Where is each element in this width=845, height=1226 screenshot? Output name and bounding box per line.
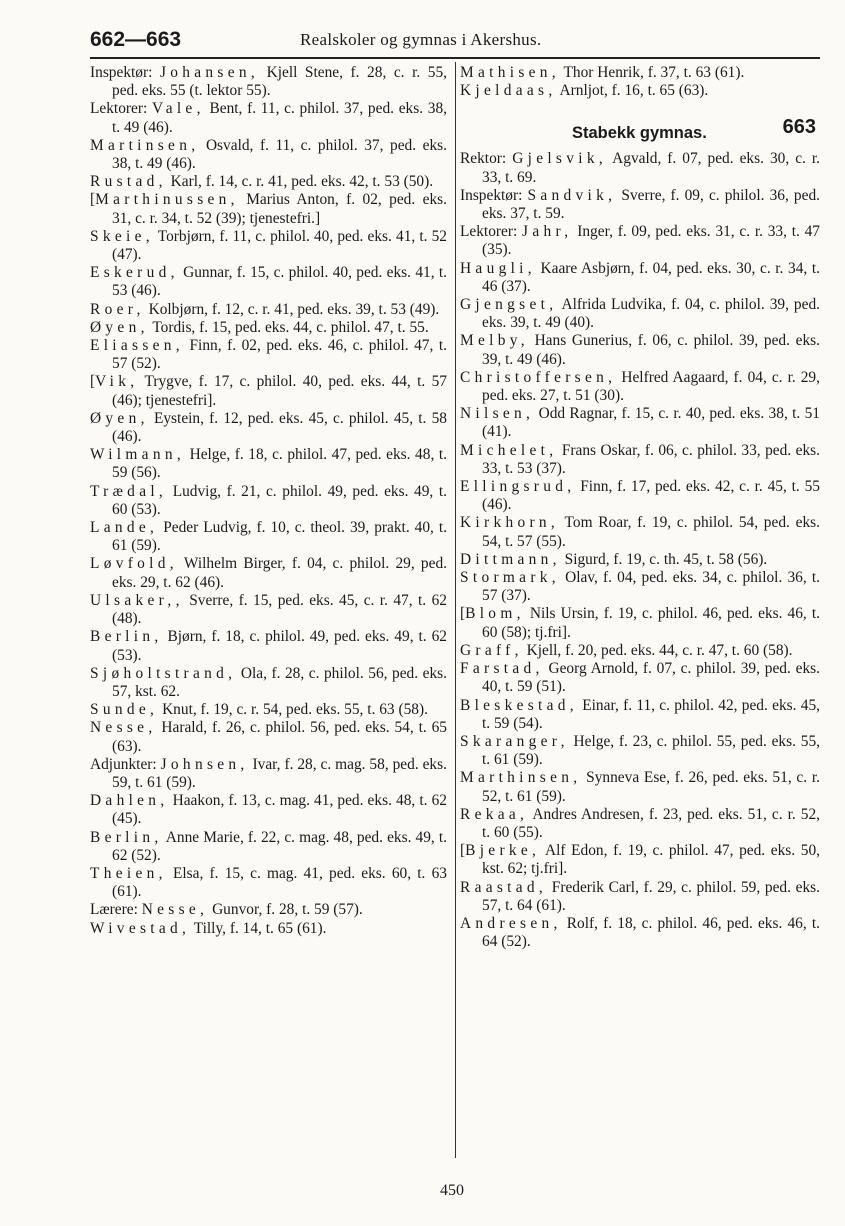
staff-surname: Bleskestad, bbox=[460, 696, 578, 714]
staff-surname: Graff, bbox=[460, 641, 523, 659]
staff-entry bbox=[460, 223, 820, 259]
staff-surname: Johansen, bbox=[159, 64, 260, 81]
running-header bbox=[90, 28, 820, 58]
staff-surname: Trædal, bbox=[90, 482, 168, 500]
staff-entry bbox=[460, 697, 820, 733]
staff-details: Marius Anton, f. 02, ped. eks. 31, c. r. 34, t. 52 (39); tjenestefri.] bbox=[112, 191, 447, 227]
staff-details: Frans Oskar, f. 06, c. philol. 33, ped. eks. 33, t. 53 (37). bbox=[482, 441, 820, 477]
staff-surname: Kirkhorn, bbox=[460, 514, 560, 532]
staff-surname: Mathisen, bbox=[460, 64, 560, 81]
staff-surname: Nesse, bbox=[141, 901, 209, 919]
staff-details: Hans Gunerius, f. 06, c. philol. 39, ped. eks. 39, t. 49 (46). bbox=[482, 332, 820, 368]
staff-entry bbox=[90, 264, 447, 300]
staff-entry bbox=[90, 483, 447, 519]
staff-surname: Rekaa, bbox=[460, 805, 529, 823]
staff-entry bbox=[90, 191, 447, 227]
staff-entry bbox=[460, 915, 820, 951]
staff-surname: Roer, bbox=[90, 300, 145, 318]
staff-entry bbox=[90, 319, 447, 337]
staff-entry bbox=[90, 901, 447, 919]
staff-surname: Berlin, bbox=[90, 628, 163, 646]
staff-entry bbox=[460, 260, 820, 296]
staff-details: Kolbjørn, f. 12, c. r. 41, ped. eks. 39, t. 53 (49). bbox=[148, 300, 440, 318]
staff-entry bbox=[460, 369, 820, 405]
staff-details: Andres Andresen, f. 23, ped. eks. 51, c. r. 52, t. 60 (55). bbox=[482, 805, 820, 841]
staff-entry bbox=[460, 478, 820, 514]
staff-details: Helfred Aagaard, f. 04, c. r. 29, ped. eks. 27, t. 51 (30). bbox=[482, 368, 820, 405]
staff-entry bbox=[90, 865, 447, 901]
staff-details: Bjørn, f. 18, c. philol. 49, ped. eks. 49, t. 62 (53). bbox=[112, 628, 447, 664]
staff-entry bbox=[460, 64, 820, 82]
right-column bbox=[460, 64, 820, 951]
staff-entry bbox=[90, 628, 447, 664]
staff-entry bbox=[90, 792, 447, 828]
staff-surname: Stormark, bbox=[460, 569, 560, 587]
staff-details: Kaare Asbjørn, f. 04, ped. eks. 30, c. r. 34, t. 46 (37). bbox=[482, 259, 820, 295]
staff-entry bbox=[90, 665, 447, 701]
section-title: Stabekk gymnas. bbox=[572, 124, 707, 143]
staff-surname: Haugli, bbox=[460, 259, 536, 277]
staff-role: Inspektør: bbox=[460, 186, 523, 204]
staff-entry bbox=[460, 733, 820, 769]
entry-bracket: [ bbox=[90, 373, 96, 391]
staff-surname: Lande, bbox=[90, 519, 159, 537]
staff-details: Finn, f. 17, ped. eks. 42, c. r. 45, t. 55 (46). bbox=[482, 478, 820, 514]
staff-details: Karl, f. 14, c. r. 41, ped. eks. 42, t. 53 (50). bbox=[170, 173, 434, 191]
staff-details: Anne Marie, f. 22, c. mag. 48, ped. eks. 49, t. 62 (52). bbox=[112, 828, 448, 864]
page-folio: 450 bbox=[440, 1182, 464, 1199]
staff-details: Tilly, f. 14, t. 65 (61). bbox=[193, 919, 327, 937]
staff-surname: Dahlen, bbox=[90, 792, 169, 810]
staff-details: Georg Arnold, f. 07, c. philol. 39, ped. eks. 40, t. 59 (51). bbox=[482, 660, 820, 696]
staff-surname: Raastad, bbox=[460, 878, 548, 896]
entry-bracket: [ bbox=[90, 191, 96, 209]
staff-entry bbox=[90, 373, 447, 409]
staff-entry bbox=[90, 64, 447, 100]
header-rule bbox=[90, 57, 820, 59]
staff-surname: Nilsen, bbox=[460, 405, 535, 423]
staff-surname: Dittmann, bbox=[460, 550, 561, 568]
staff-entry bbox=[460, 551, 820, 569]
staff-entry bbox=[90, 829, 447, 865]
staff-role: Lektorer: bbox=[460, 223, 518, 241]
staff-surname: Theien, bbox=[90, 864, 167, 882]
staff-details: Osvald, f. 11, c. philol. 37, ped. eks. 38, t. 49 (46). bbox=[112, 136, 447, 173]
staff-entry bbox=[460, 660, 820, 696]
staff-entry bbox=[460, 442, 820, 478]
staff-surname: Berlin, bbox=[90, 828, 163, 846]
staff-entry bbox=[460, 296, 820, 332]
staff-details: Wilhelm Birger, f. 04, c. philol. 29, ped. eks. 29, t. 62 (46). bbox=[112, 555, 447, 591]
staff-surname: Wilmann, bbox=[90, 446, 185, 464]
staff-surname: Vik, bbox=[95, 373, 139, 391]
staff-details: Harald, f. 26, c. philol. 56, ped. eks. 54, t. 65 (63). bbox=[112, 719, 447, 755]
staff-details: Peder Ludvig, f. 10, c. theol. 39, prakt. 40, t. 61 (59). bbox=[112, 519, 447, 555]
staff-surname: Skaranger, bbox=[460, 732, 569, 750]
staff-details: Rolf, f. 18, c. philol. 46, ped. eks. 46, t. 64 (52). bbox=[482, 914, 820, 951]
staff-surname: Martinsen, bbox=[90, 136, 200, 154]
staff-entry bbox=[90, 137, 447, 173]
staff-entry bbox=[460, 187, 820, 223]
staff-surname: Wivestad, bbox=[90, 919, 191, 937]
staff-details: Einar, f. 11, c. philol. 42, ped. eks. 45, t. 59 (54). bbox=[482, 696, 820, 732]
staff-entry bbox=[460, 842, 820, 878]
staff-surname: Andresen, bbox=[460, 914, 562, 932]
staff-entry bbox=[90, 301, 447, 319]
staff-surname: Rustad, bbox=[90, 173, 167, 191]
left-column bbox=[90, 64, 447, 938]
staff-surname: Bjerke, bbox=[465, 842, 541, 860]
staff-details: Sverre, f. 15, ped. eks. 45, c. r. 47, t. 62 (48). bbox=[112, 591, 447, 628]
staff-surname: Øyen, bbox=[90, 318, 149, 336]
staff-details: Alf Edon, f. 19, c. philol. 47, ped. eks. 50, kst. 62; tj.fri]. bbox=[482, 842, 820, 878]
staff-details: Odd Ragnar, f. 15, c. r. 40, ped. eks. 38, t. 51 (41). bbox=[482, 405, 820, 441]
staff-surname: Marthinsen, bbox=[460, 769, 582, 787]
staff-details: Sigurd, f. 19, c. th. 45, t. 58 (56). bbox=[564, 550, 768, 568]
right-column-entries bbox=[460, 150, 820, 951]
staff-details: Gunnar, f. 15, c. philol. 40, ped. eks. 41, t. 53 (46). bbox=[112, 264, 448, 300]
staff-details: Olav, f. 04, ped. eks. 34, c. philol. 36, t. 57 (37). bbox=[482, 569, 820, 605]
staff-surname: Melby, bbox=[460, 332, 529, 350]
staff-details: Arnljot, f. 16, t. 65 (63). bbox=[559, 82, 709, 100]
page-numbers: 662—663 bbox=[90, 28, 182, 51]
staff-details: Finn, f. 02, ped. eks. 46, c. philol. 47, t. 57 (52). bbox=[112, 337, 447, 373]
staff-entry bbox=[90, 446, 447, 482]
staff-role: Adjunkter: bbox=[90, 755, 157, 773]
staff-details: Agvald, f. 07, ped. eks. 30, c. r. 33, t. 69. bbox=[482, 150, 820, 186]
staff-surname: Michelet, bbox=[460, 441, 558, 459]
staff-details: Nils Ursin, f. 19, c. philol. 46, ped. eks. 46, t. 60 (58); tj.fri]. bbox=[482, 605, 820, 641]
staff-entry bbox=[460, 514, 820, 550]
staff-details: Ludvig, f. 21, c. philol. 49, ped. eks. 49, t. 60 (53). bbox=[112, 482, 447, 518]
staff-entry bbox=[460, 82, 820, 100]
section-heading bbox=[460, 118, 820, 148]
column-divider bbox=[455, 62, 456, 1158]
staff-entry bbox=[460, 879, 820, 915]
staff-details: Knut, f. 19, c. r. 54, ped. eks. 55, t. 63 (58). bbox=[162, 701, 428, 719]
staff-entry bbox=[460, 332, 820, 368]
staff-role: Inspektør: bbox=[90, 64, 153, 81]
staff-entry bbox=[460, 150, 820, 186]
staff-role: Lærere: bbox=[90, 901, 138, 919]
staff-entry bbox=[460, 605, 820, 641]
staff-details: Ivar, f. 28, c. mag. 58, ped. eks. 59, t. 61 (59). bbox=[112, 755, 447, 791]
staff-surname: Kjeldaas, bbox=[460, 82, 557, 100]
staff-details: Haakon, f. 13, c. mag. 41, ped. eks. 48, t. 62 (45). bbox=[112, 792, 447, 828]
staff-details: Trygve, f. 17, c. philol. 40, ped. eks. 44, t. 57 (46); tjenestefri]. bbox=[112, 373, 447, 409]
staff-surname: Sunde, bbox=[90, 701, 159, 719]
staff-entry bbox=[460, 405, 820, 441]
staff-surname: Jahr, bbox=[522, 223, 573, 241]
staff-details: Helge, f. 23, c. philol. 55, ped. eks. 55, t. 61 (59). bbox=[482, 732, 820, 769]
staff-entry bbox=[90, 555, 447, 591]
staff-surname: Nesse, bbox=[90, 719, 157, 737]
staff-surname: Vale, bbox=[151, 100, 205, 118]
staff-surname: Øyen, bbox=[90, 409, 149, 427]
entry-bracket: [ bbox=[460, 605, 466, 623]
staff-role: Lektorer: bbox=[90, 100, 148, 118]
staff-details: Alfrida Ludvika, f. 04, c. philol. 39, ped. eks. 39, t. 49 (40). bbox=[482, 296, 820, 332]
staff-details: Thor Henrik, f. 37, t. 63 (61). bbox=[563, 64, 745, 81]
staff-surname: Eliassen, bbox=[90, 337, 184, 355]
staff-details: Torbjørn, f. 11, c. philol. 40, ped. eks. 41, t. 52 (47). bbox=[112, 227, 447, 264]
staff-details: Kjell Stene, f. 28, c. r. 55, ped. eks. 55 (t. lektor 55). bbox=[112, 64, 447, 100]
staff-surname: Gjengset, bbox=[460, 296, 558, 314]
section-number: 663 bbox=[782, 116, 816, 139]
staff-details: Eystein, f. 12, ped. eks. 45, c. philol. 45, t. 58 (46). bbox=[112, 409, 447, 446]
staff-entry bbox=[460, 642, 820, 660]
staff-surname: Ulsaker,, bbox=[90, 591, 184, 609]
staff-role: Rektor: bbox=[460, 150, 507, 168]
entry-bracket: [ bbox=[460, 842, 466, 860]
staff-surname: Sandvik, bbox=[527, 186, 617, 204]
staff-details: Synneva Ese, f. 26, ped. eks. 51, c. r. 52, t. 61 (59). bbox=[482, 769, 820, 805]
running-title: Realskoler og gymnas i Akershus. bbox=[300, 30, 542, 49]
staff-surname: Løvfold, bbox=[90, 555, 178, 573]
staff-entry bbox=[90, 410, 447, 446]
staff-surname: Gjelsvik, bbox=[512, 150, 607, 168]
staff-details: Tom Roar, f. 19, c. philol. 54, ped. eks. 54, t. 57 (55). bbox=[482, 514, 820, 550]
staff-entry bbox=[90, 592, 447, 628]
staff-details: Ola, f. 28, c. philol. 56, ped. eks. 57, kst. 62. bbox=[112, 664, 447, 700]
staff-surname: Skeie, bbox=[90, 227, 154, 245]
staff-entry bbox=[90, 920, 447, 938]
staff-surname: Farstad, bbox=[460, 660, 544, 678]
staff-entry bbox=[90, 173, 447, 191]
staff-entry bbox=[90, 701, 447, 719]
staff-surname: Eskerud, bbox=[90, 264, 179, 282]
staff-entry bbox=[90, 719, 447, 755]
staff-details: Sverre, f. 09, c. philol. 36, ped. eks. 37, t. 59. bbox=[482, 186, 820, 223]
right-column-continuation bbox=[460, 64, 820, 100]
staff-entry bbox=[90, 337, 447, 373]
staff-details: Kjell, f. 20, ped. eks. 44, c. r. 47, t. 60 (58). bbox=[526, 641, 793, 659]
staff-details: Bent, f. 11, c. philol. 37, ped. eks. 38, t. 49 (46). bbox=[112, 100, 448, 136]
staff-surname: Christoffersen, bbox=[460, 368, 617, 386]
staff-entry bbox=[460, 769, 820, 805]
staff-entry bbox=[460, 569, 820, 605]
staff-details: Helge, f. 18, c. philol. 47, ped. eks. 48, t. 59 (56). bbox=[112, 446, 447, 482]
staff-surname: Blom, bbox=[465, 605, 525, 623]
staff-surname: Ellingsrud, bbox=[460, 478, 576, 496]
staff-entry bbox=[90, 228, 447, 264]
staff-details: Elsa, f. 15, c. mag. 41, ped. eks. 60, t. 63 (61). bbox=[112, 864, 447, 901]
staff-details: Gunvor, f. 28, t. 59 (57). bbox=[212, 901, 363, 919]
staff-entry bbox=[90, 756, 447, 792]
staff-entry bbox=[90, 100, 447, 136]
staff-surname: Marthinussen, bbox=[95, 191, 239, 209]
staff-details: Inger, f. 09, ped. eks. 31, c. r. 33, t. 47 (35). bbox=[482, 223, 820, 259]
staff-surname: Sjøholtstrand, bbox=[90, 664, 237, 682]
staff-entry bbox=[90, 519, 447, 555]
staff-entry bbox=[460, 806, 820, 842]
staff-details: Tordis, f. 15, ped. eks. 44, c. philol. 47, t. 55. bbox=[152, 318, 429, 336]
staff-surname: Johnsen, bbox=[160, 755, 249, 773]
staff-details: Frederik Carl, f. 29, c. philol. 59, ped. eks. 57, t. 64 (61). bbox=[482, 878, 820, 914]
